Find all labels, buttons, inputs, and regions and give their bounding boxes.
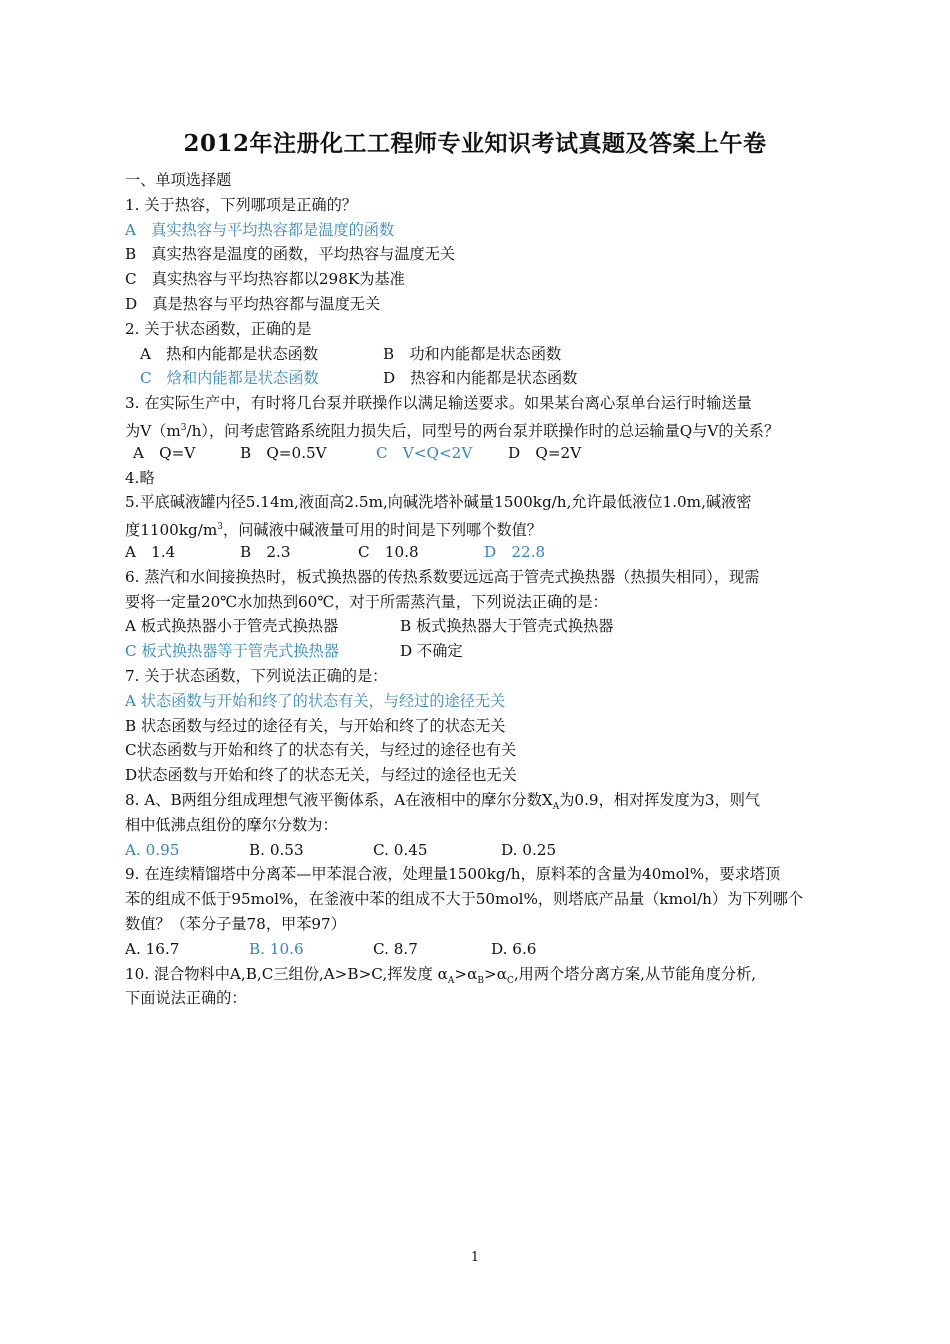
q8-option-b: B. 0.53 [249, 840, 304, 859]
section-heading: 一、单项选择题 [125, 171, 232, 189]
q10-compare-2: >α [483, 964, 507, 983]
q8-stem-line2: 相中低沸点组份的摩尔分数为： [125, 815, 338, 834]
q9-option-d: D. 6.6 [491, 939, 537, 958]
q9-option-c: C. 8.7 [373, 939, 418, 958]
q5-option-b: B 2.3 [240, 542, 291, 561]
q5-line2-part1: 度1100kg/m [125, 521, 218, 540]
q8-stem-line1 [125, 788, 825, 813]
q5-option-d: D 22.8 [484, 542, 546, 561]
q1-option-d: D 真是热容与平均热容都与温度无关 [125, 294, 381, 313]
q3-option-d: D Q=2V [508, 443, 582, 462]
q8-line1-part2: 为0.9，相对挥发度为3，则气 [559, 790, 761, 809]
q3-options-row [125, 441, 825, 466]
q6-option-a: A 板式换热器小于管壳式换热器 [125, 617, 339, 636]
q10-compare-1: >α [454, 964, 478, 983]
q10-line1-part1: 10. 混合物料中A,B,C三组份,A>B>C,挥发度 α [125, 964, 448, 983]
q3-stem-line2 [125, 416, 825, 441]
q10-subscript-a: A [447, 975, 455, 986]
q9-stem-line3: 数值？（苯分子量78，甲苯97） [125, 914, 346, 933]
q6-option-d: D 不确定 [400, 642, 463, 661]
q6-options-row1 [125, 614, 825, 639]
q7-option-a: A 状态函数与开始和终了的状态有关，与经过的途径无关 [125, 691, 506, 710]
q5-option-c: C 10.8 [358, 542, 419, 561]
q3-option-b: B Q=0.5V [240, 443, 327, 462]
q3-unit-superscript: 3 [180, 422, 187, 433]
q2-option-a: A 热和内能都是状态函数 [140, 344, 319, 363]
q8-line1-part1: 8. A、B两组分组成理想气液平衡体系，A在液相中的摩尔分数X [125, 790, 553, 809]
q3-option-a: A Q=V [133, 443, 196, 462]
q8-option-d: D. 0.25 [501, 840, 557, 859]
q2-option-b: B 功和内能都是状态函数 [383, 344, 562, 363]
q1-option-c: C 真实热容与平均热容都以298K为基准 [125, 270, 405, 289]
q10-subscript-c: C [506, 975, 514, 986]
q8-option-a: A. 0.95 [125, 840, 180, 859]
q8-option-c: C. 0.45 [373, 840, 428, 859]
q2-option-c: C 焓和内能都是状态函数 [140, 369, 319, 388]
q3-line2-part2: /h），问考虑管路系统阻力损失后，同型号的两台泵并联操作时的总运输量Q与V的关系？ [186, 422, 780, 441]
q5-stem-line2 [125, 515, 825, 540]
q7-option-d: D状态函数与开始和终了的状态无关，与经过的途径也无关 [125, 766, 517, 785]
q3-line2-part1: 为V（m [125, 422, 181, 441]
q5-options-row [125, 540, 825, 565]
q4-stem: 4.略 [125, 468, 155, 487]
q7-option-b: B 状态函数与经过的途径有关，与开始和终了的状态无关 [125, 716, 506, 735]
q10-stem-line1 [125, 962, 825, 987]
q1-stem: 1. 关于热容，下列哪项是正确的？ [125, 195, 357, 214]
q6-stem-line2: 要将一定量20℃水加热到60℃，对于所需蒸汽量，下列说法正确的是： [125, 592, 608, 611]
q9-options-row [125, 937, 825, 962]
q10-stem-line2: 下面说法正确的： [125, 989, 247, 1008]
q9-stem-line1: 9. 在连续精馏塔中分离苯—甲苯混合液，处理量1500kg/h，原料苯的含量为40mol%，要求塔顶 [125, 865, 781, 884]
q6-option-c: C 板式换热器等于管壳式换热器 [125, 642, 339, 661]
q9-option-a: A. 16.7 [125, 939, 180, 958]
document-body [125, 168, 825, 1011]
q6-option-b: B 板式换热器大于管壳式换热器 [400, 617, 614, 636]
q5-stem-line1: 5.平底碱液罐内径5.14m,液面高2.5m,向碱洗塔补碱量1500kg/h,允许最低液位1.0m,碱液密 [125, 493, 752, 512]
q2-options-row2 [125, 366, 825, 391]
q2-options-row1 [125, 342, 825, 367]
q6-stem-line1: 6. 蒸汽和水间接换热时，板式换热器的传热系数要远远高于管壳式换热器（热损失相同），现需 [125, 567, 760, 586]
q1-option-b: B 真实热容是温度的函数，平均热容与温度无关 [125, 245, 456, 264]
q7-stem: 7. 关于状态函数，下列说法正确的是： [125, 666, 388, 685]
q8-subscript: A [552, 801, 560, 812]
q10-line1-part2: ,用两个塔分离方案,从节能角度分析, [513, 964, 757, 983]
q8-options-row [125, 838, 825, 863]
q10-subscript-b: B [477, 975, 484, 986]
q2-stem: 2. 关于状态函数，正确的是 [125, 319, 312, 338]
page-title: 2012年注册化工工程师专业知识考试真题及答案上午卷 [183, 130, 767, 157]
q5-unit-superscript: 3 [217, 522, 224, 533]
q7-option-c: C状态函数与开始和终了的状态有关，与经过的途径也有关 [125, 741, 517, 760]
q2-option-d: D 热容和内能都是状态函数 [383, 369, 578, 388]
q5-option-a: A 1.4 [125, 542, 176, 561]
q5-line2-part2: ，问碱液中碱液量可用的时间是下列哪个数值？ [223, 521, 542, 540]
q9-stem-line2: 苯的组成不低于95mol%，在釜液中苯的组成不大于50mol%，则塔底产品量（kmol/h）为下列哪个 [125, 890, 804, 909]
q6-options-row2 [125, 639, 825, 664]
q1-option-a: A 真实热容与平均热容都是温度的函数 [125, 220, 395, 239]
page-number: 1 [470, 1250, 480, 1265]
q3-stem-line1: 3. 在实际生产中，有时将几台泵并联操作以满足输送要求。如果某台离心泵单台运行时输送量 [125, 394, 752, 413]
q9-option-b: B. 10.6 [249, 939, 304, 958]
q3-option-c: C V<Q<2V [376, 443, 473, 462]
